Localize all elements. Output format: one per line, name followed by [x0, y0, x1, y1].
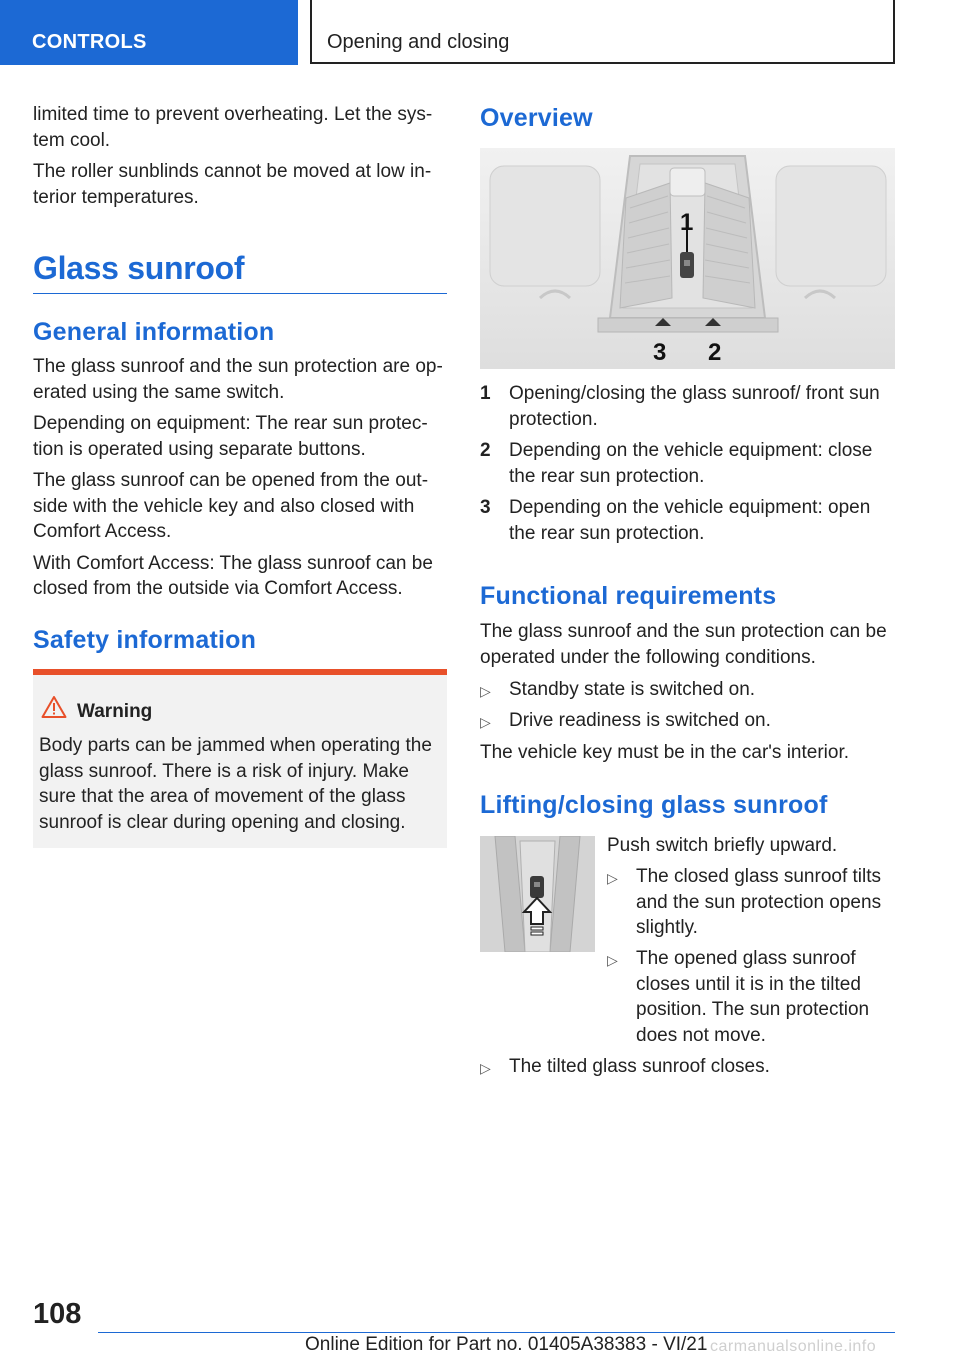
watermark: carmanualsonline.info — [710, 1338, 877, 1355]
key-note: The vehicle key must be in the car's interior. — [480, 742, 850, 763]
text-line: side with the vehicle key and also closed with — [33, 495, 415, 517]
text-line: tion is operated using separate buttons. — [33, 438, 366, 460]
general-information-text — [33, 354, 447, 602]
heading-functional-requirements: Functional requirements — [480, 582, 777, 610]
text-line: The glass sunroof can be opened from the out- — [33, 470, 429, 491]
text-line: Depending on the vehicle equipment: open — [509, 497, 871, 518]
text-line: terior temperatures. — [33, 186, 199, 208]
text-line: sure that the area of movement of the glass — [39, 786, 406, 807]
warning-title: Warning — [77, 701, 153, 722]
warning-triangle-icon — [41, 695, 67, 719]
item-number: 3 — [480, 497, 491, 518]
text-line: The roller sunblinds cannot be moved at low in- — [33, 161, 432, 182]
triangle-bullet-icon: ▷ — [480, 683, 491, 699]
warning-text — [39, 733, 439, 835]
text-line: glass sunroof. There is a risk of injury. Make — [39, 760, 409, 782]
functional-requirements-text — [480, 619, 895, 670]
text-line: limited time to prevent overheating. Let the sys- — [33, 104, 433, 125]
heading-safety-information: Safety information — [33, 626, 257, 654]
footer-divider — [98, 1332, 895, 1333]
triangle-bullet-icon: ▷ — [607, 870, 618, 886]
heading-overview: Overview — [480, 104, 593, 132]
text-line: position. The sun protection — [636, 999, 870, 1020]
text-line: tem cool. — [33, 129, 111, 151]
callout-label-2: 2 — [708, 339, 722, 366]
text-line: The opened glass sunroof — [636, 948, 856, 969]
text-line: sunroof is clear during opening and closing. — [39, 811, 406, 833]
text-line: Depending on equipment: The rear sun protec- — [33, 413, 428, 434]
text-line: Depending on the vehicle equipment: close — [509, 440, 873, 461]
text-line: Opening/closing the glass sunroof/ front sun — [509, 383, 880, 404]
text-line: The glass sunroof and the sun protection can be — [480, 621, 887, 642]
triangle-bullet-icon: ▷ — [607, 952, 618, 968]
text-line: the rear sun protection. — [509, 522, 705, 544]
text-line: Body parts can be jammed when operating the — [39, 735, 432, 756]
warning-box — [33, 669, 447, 848]
overview-illustration — [480, 148, 895, 369]
bullet-text: The tilted glass sunroof closes. — [509, 1056, 770, 1077]
triangle-bullet-icon: ▷ — [480, 714, 491, 730]
text-line: closes until it is in the tilted — [636, 973, 861, 995]
bullet-text: Drive readiness is switched on. — [509, 710, 771, 731]
item-number: 2 — [480, 440, 491, 461]
roof-console-illustration — [480, 148, 895, 369]
switch-push-up-illustration — [480, 836, 595, 952]
edition-note: Online Edition for Part no. 01405A38383 - VI/21 — [305, 1334, 708, 1355]
triangle-bullet-icon: ▷ — [480, 1060, 491, 1076]
switch-push-up-image — [480, 836, 595, 952]
text-line: slightly. — [636, 917, 698, 938]
text-line: The closed glass sunroof tilts — [636, 866, 882, 887]
text-line: With Comfort Access: The glass sunroof can be — [33, 552, 433, 574]
intro-text — [33, 102, 447, 210]
text-line: erated using the same switch. — [33, 381, 285, 403]
text-line: Comfort Access. — [33, 521, 172, 542]
lift-intro: Push switch briefly upward. — [607, 835, 838, 856]
callout-label-3: 3 — [653, 339, 667, 366]
section-heading-glass-sunroof: Glass sunroof — [33, 250, 447, 294]
text-line: protection. — [509, 408, 598, 430]
text-line: closed from the outside via Comfort Access. — [33, 578, 403, 599]
bullet-text: Standby state is switched on. — [509, 679, 756, 700]
text-line: operated under the following conditions. — [480, 646, 816, 668]
chapter-title: Opening and closing — [310, 0, 895, 64]
text-line: The glass sunroof and the sun protection are op- — [33, 356, 443, 377]
heading-lifting-closing: Lifting/closing glass sunroof — [480, 791, 828, 819]
heading-general-information: General information — [33, 318, 275, 346]
item-number: 1 — [480, 383, 491, 404]
page-number: 108 — [33, 1298, 82, 1330]
section-tab: CONTROLS — [0, 0, 298, 65]
text-line: the rear sun protection. — [509, 465, 705, 487]
callout-label-1: 1 — [680, 209, 694, 236]
text-line: and the sun protection opens — [636, 891, 882, 913]
text-line: does not move. — [636, 1024, 766, 1046]
